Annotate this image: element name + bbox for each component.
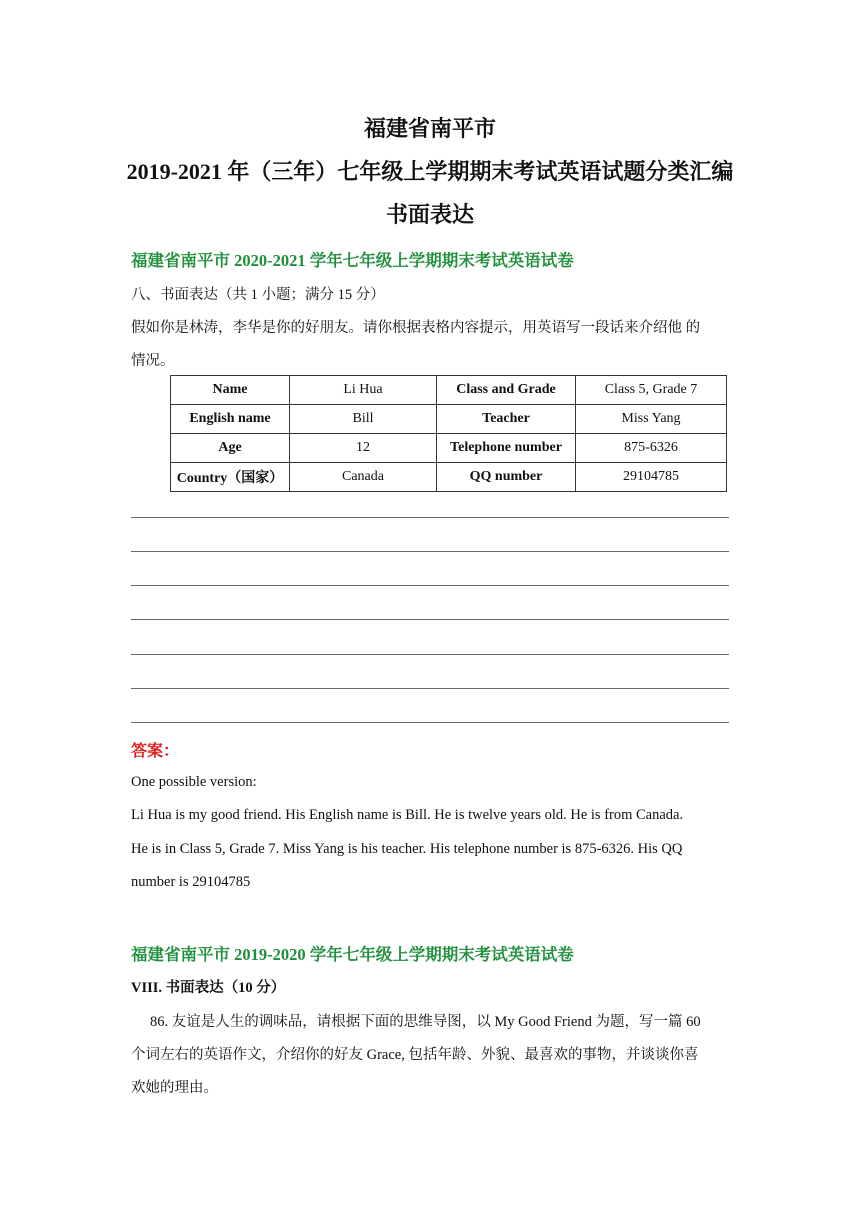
- writing-line: [131, 722, 729, 723]
- table-row: [171, 405, 727, 434]
- table-cell-label: Name: [171, 376, 290, 405]
- table-cell-value: 875-6326: [576, 434, 727, 463]
- table-cell-value: Class 5, Grade 7: [576, 376, 727, 405]
- document-title-region: 福建省南平市: [363, 116, 496, 141]
- section2-prompt-line1: 86. 友谊是人生的调味品，请根据下面的思维导图，以 My Good Friend 为题，写一篇 60: [150, 1014, 701, 1030]
- table-cell-value: Bill: [290, 405, 437, 434]
- document-title-main: 2019-2021 年（三年）七年级上学期期末考试英语试题分类汇编: [126, 159, 734, 184]
- table-cell-value: Miss Yang: [576, 405, 727, 434]
- table-cell-value: Canada: [290, 463, 437, 492]
- table-row: [171, 463, 727, 492]
- answer-label: 答案：: [131, 743, 180, 760]
- section2-prompt-line3: 欢她的理由。: [131, 1080, 218, 1096]
- table-row: [171, 376, 727, 405]
- section2-heading: 福建省南平市 2019-2020 学年七年级上学期期末考试英语试卷: [131, 945, 574, 964]
- table-cell-label: Country（国家）: [171, 463, 290, 492]
- writing-line: [131, 517, 729, 518]
- info-table: [170, 375, 727, 492]
- section2-prompt-line2: 个词左右的英语作文，介绍你的好友 Grace, 包括年龄、外貌、最喜欢的事物，并谈谈你喜: [131, 1047, 699, 1063]
- table-cell-label: Class and Grade: [437, 376, 576, 405]
- table-cell-label: QQ number: [437, 463, 576, 492]
- section1-prompt-line2: 情况。: [131, 353, 175, 369]
- section1-heading: 福建省南平市 2020-2021 学年七年级上学期期末考试英语试卷: [131, 251, 574, 270]
- section2-question-title: VIII. 书面表达（10 分）: [131, 980, 286, 996]
- writing-line: [131, 688, 729, 689]
- section1-prompt-line1: 假如你是林涛，李华是你的好朋友。请你根据表格内容提示，用英语写一段话来介绍他 的: [131, 320, 701, 336]
- table-cell-label: Teacher: [437, 405, 576, 434]
- table-cell-value: 29104785: [576, 463, 727, 492]
- answer-line: One possible version:: [131, 774, 257, 790]
- table-row: [171, 434, 727, 463]
- answer-line: Li Hua is my good friend. His English name is Bill. He is twelve years old. He is from Canada.: [131, 807, 684, 823]
- writing-line: [131, 551, 729, 552]
- writing-line: [131, 585, 729, 586]
- table-cell-label: Telephone number: [437, 434, 576, 463]
- table-cell-value: 12: [290, 434, 437, 463]
- answer-line: number is 29104785: [131, 874, 251, 890]
- table-cell-label: Age: [171, 434, 290, 463]
- table-cell-value: Li Hua: [290, 376, 437, 405]
- writing-line: [131, 654, 729, 655]
- table-cell-label: English name: [171, 405, 290, 434]
- writing-line: [131, 619, 729, 620]
- section1-question-title: 八、书面表达（共 1 小题；满分 15 分）: [131, 287, 385, 303]
- document-title-topic: 书面表达: [385, 202, 474, 227]
- answer-line: He is in Class 5, Grade 7. Miss Yang is his teacher. His telephone number is 875-6326. His QQ: [131, 841, 683, 857]
